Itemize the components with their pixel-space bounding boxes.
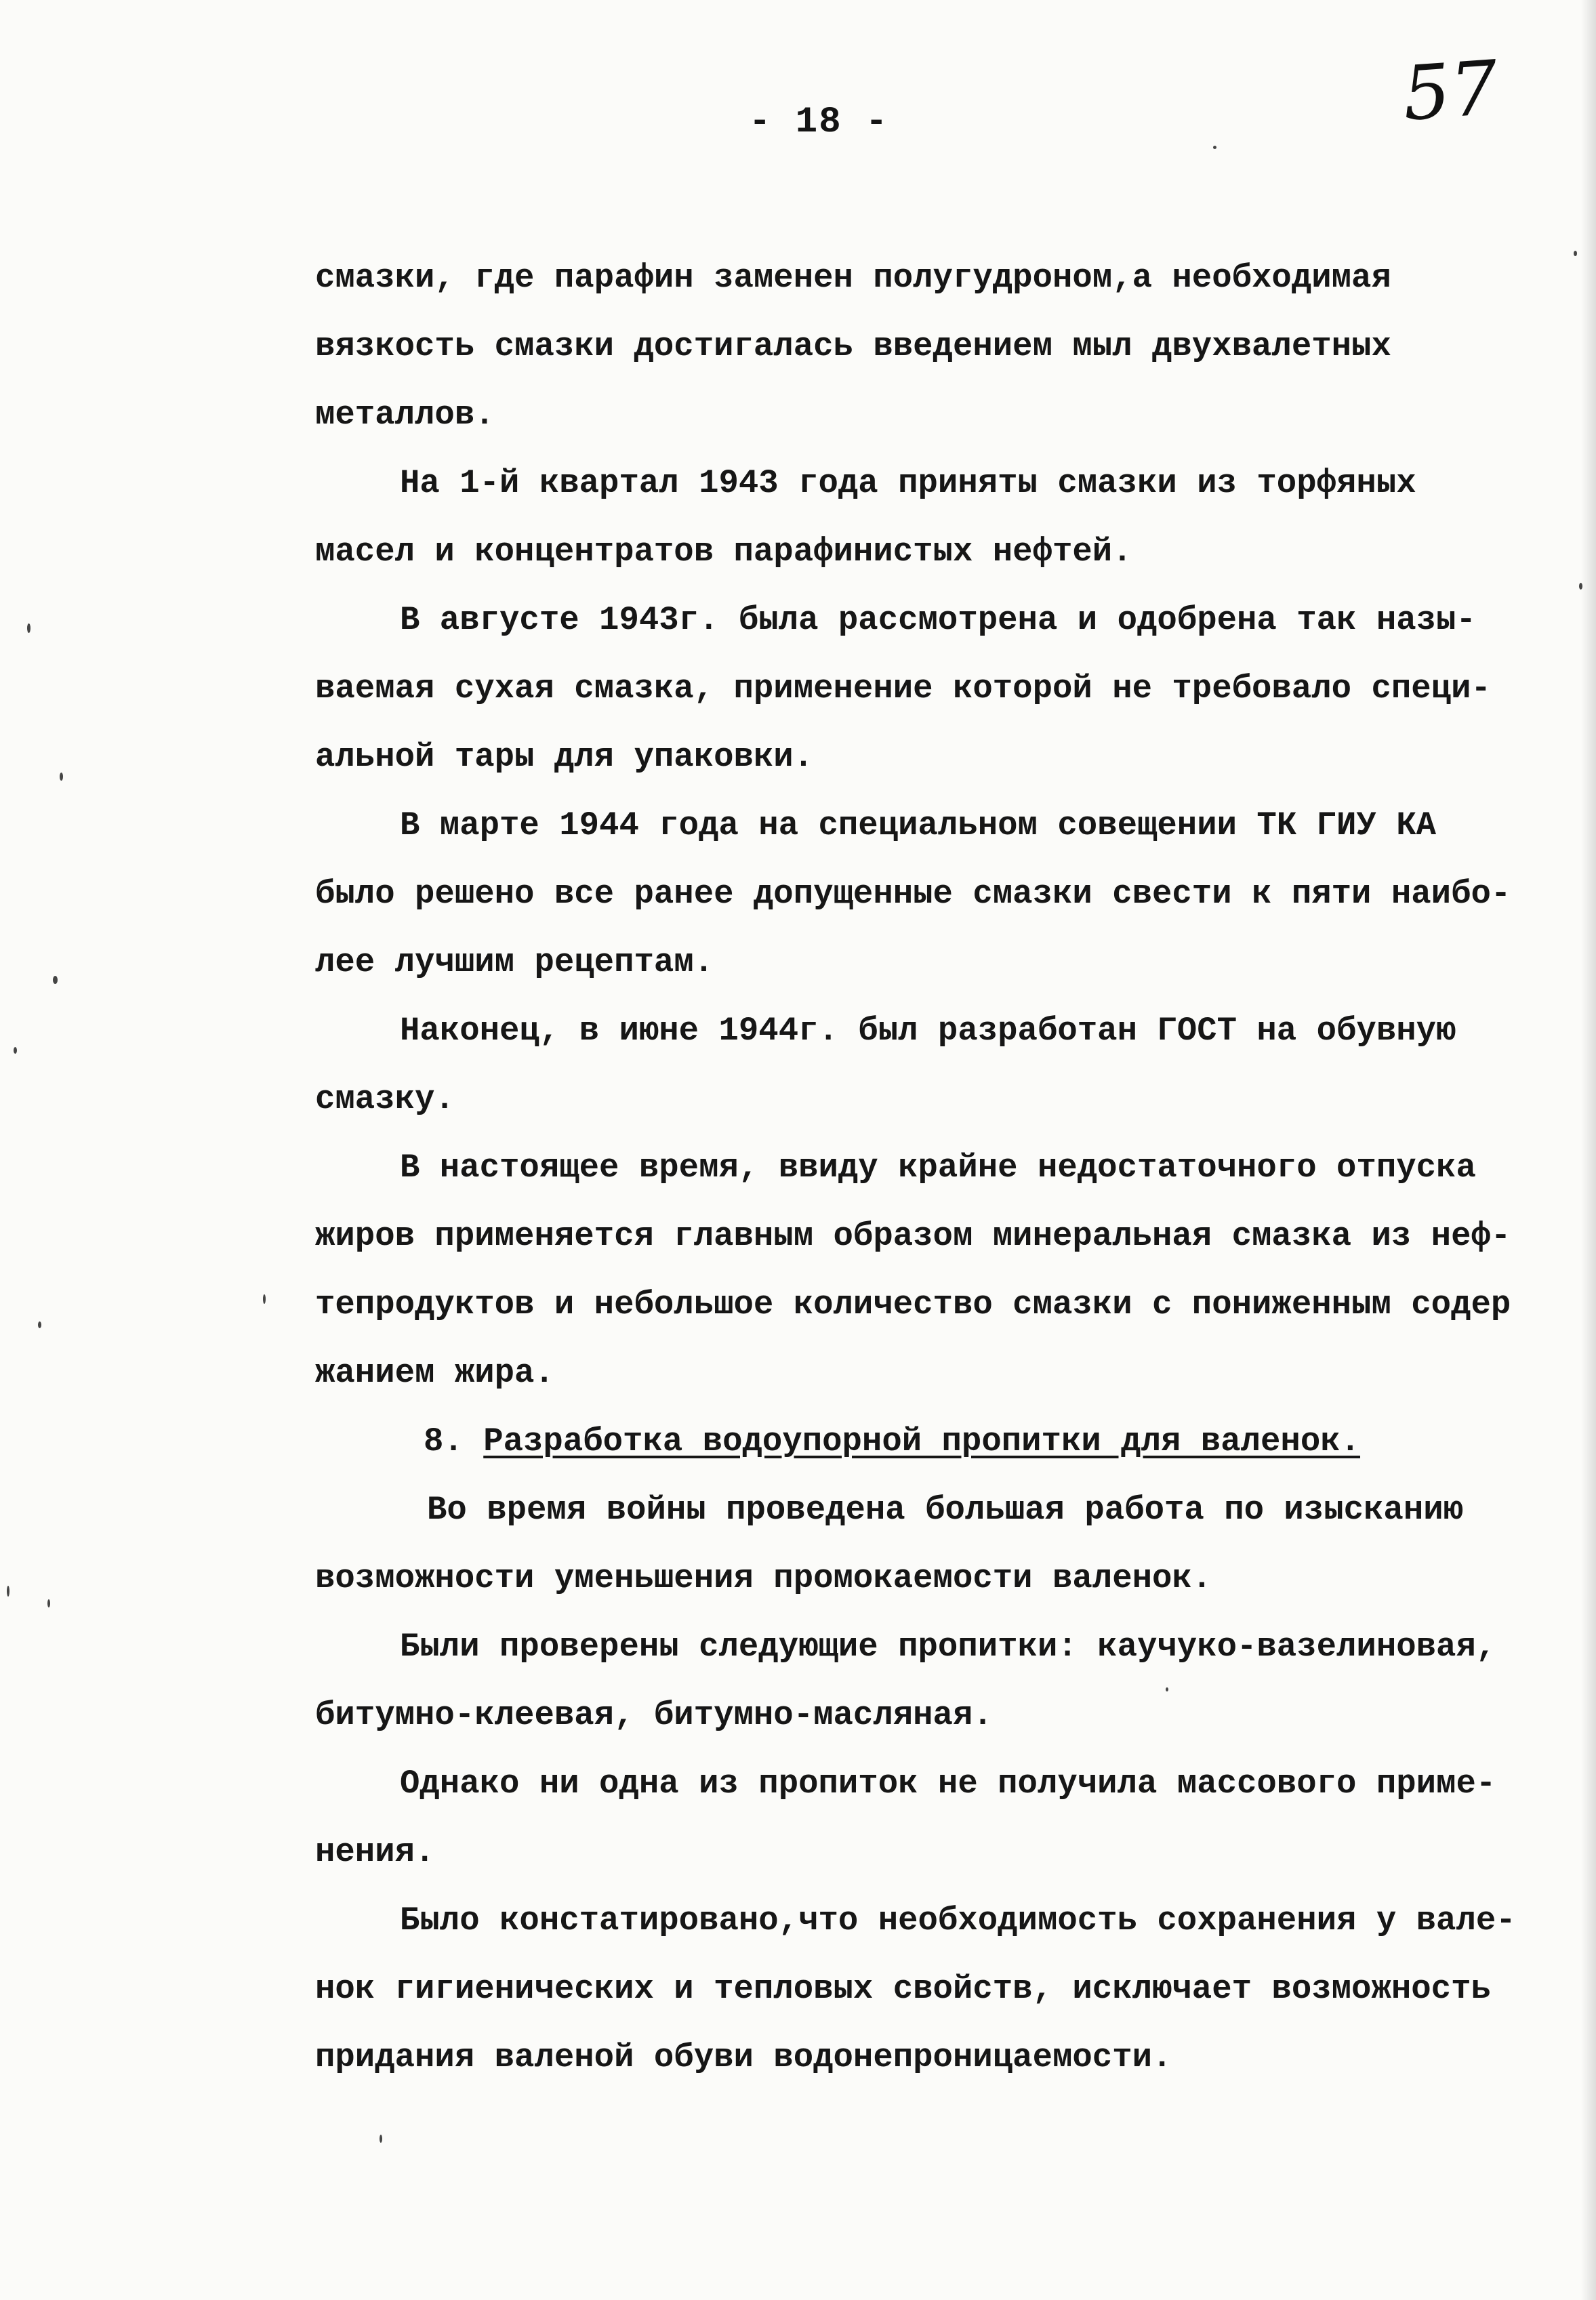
text-line: жанием жира. <box>315 1354 554 1392</box>
scan-speck <box>60 773 63 781</box>
scan-speck <box>7 1586 9 1597</box>
text-line: тепродуктов и небольшое количество смазки с пониженным содер <box>315 1286 1511 1323</box>
scan-speck <box>263 1294 266 1304</box>
text-line: На 1-й квартал 1943 года приняты смазки из торфяных <box>400 464 1416 502</box>
text-line: вязкость смазки достигалась введением мыл двухвалетных <box>315 327 1391 365</box>
text-line: было решено все ранее допущенные смазки свести к пяти наибо- <box>315 875 1511 913</box>
scan-speck <box>1574 251 1577 256</box>
section-heading <box>315 1408 1589 1476</box>
scan-speck <box>1213 146 1216 149</box>
scan-speck <box>14 1047 17 1054</box>
scan-speck <box>53 976 58 984</box>
text-line: смазки, где парафин заменен полугудроном,а необходимая <box>315 259 1391 297</box>
text-line: битумно-клеевая, битумно-масляная. <box>315 1696 993 1734</box>
text-line: В настоящее время, ввиду крайне недостаточного отпуска <box>400 1149 1476 1187</box>
scan-speck <box>47 1599 50 1607</box>
text-line: нения. <box>315 1833 435 1871</box>
scan-speck <box>1166 1687 1168 1691</box>
text-line: смазку. <box>315 1080 455 1118</box>
page-number: - 18 - <box>749 102 889 143</box>
text-line: придания валеной обуви водонепроницаемости. <box>315 2038 1172 2076</box>
text-line: альной тары для упаковки. <box>315 738 814 776</box>
text-line: Были проверены следующие пропитки: каучуко-вазелиновая, <box>400 1628 1496 1666</box>
text-line: Было констатировано,что необходимость сохранения у вале- <box>400 1902 1516 1939</box>
section-number: 8. <box>424 1422 464 1460</box>
scan-speck <box>27 623 30 633</box>
text-line: Во время войны проведена большая работа по изысканию <box>427 1491 1464 1529</box>
text-line: возможности уменьшения промокаемости валенок. <box>315 1559 1212 1597</box>
text-line: В марте 1944 года на специальном совещении ТК ГИУ КА <box>400 806 1437 844</box>
scan-speck <box>380 2135 382 2143</box>
archive-page-number: 57 <box>1399 44 1501 138</box>
section-title: Разработка водоупорной пропитки для валенок. <box>483 1422 1361 1460</box>
scan-speck <box>38 1321 41 1328</box>
text-line: Наконец, в июне 1944г. был разработан ГОСТ на обувную <box>400 1012 1456 1050</box>
scan-speck <box>1579 583 1582 590</box>
text-line: жиров применяется главным образом минеральная смазка из неф- <box>315 1217 1511 1255</box>
text-line: В августе 1943г. была рассмотрена и одобрена так назы- <box>400 601 1476 639</box>
text-line: Однако ни одна из пропиток не получила массового приме- <box>400 1765 1496 1803</box>
text-line: масел и концентратов парафинистых нефтей. <box>315 533 1132 571</box>
text-line: ваемая сухая смазка, применение которой не требовало специ- <box>315 670 1491 707</box>
text-line: лее лучшим рецептам. <box>315 943 714 981</box>
text-line: нок гигиенических и тепловых свойств, исключает возможность <box>315 1970 1491 2008</box>
document-body <box>315 244 1589 2092</box>
text-line: металлов. <box>315 396 495 434</box>
